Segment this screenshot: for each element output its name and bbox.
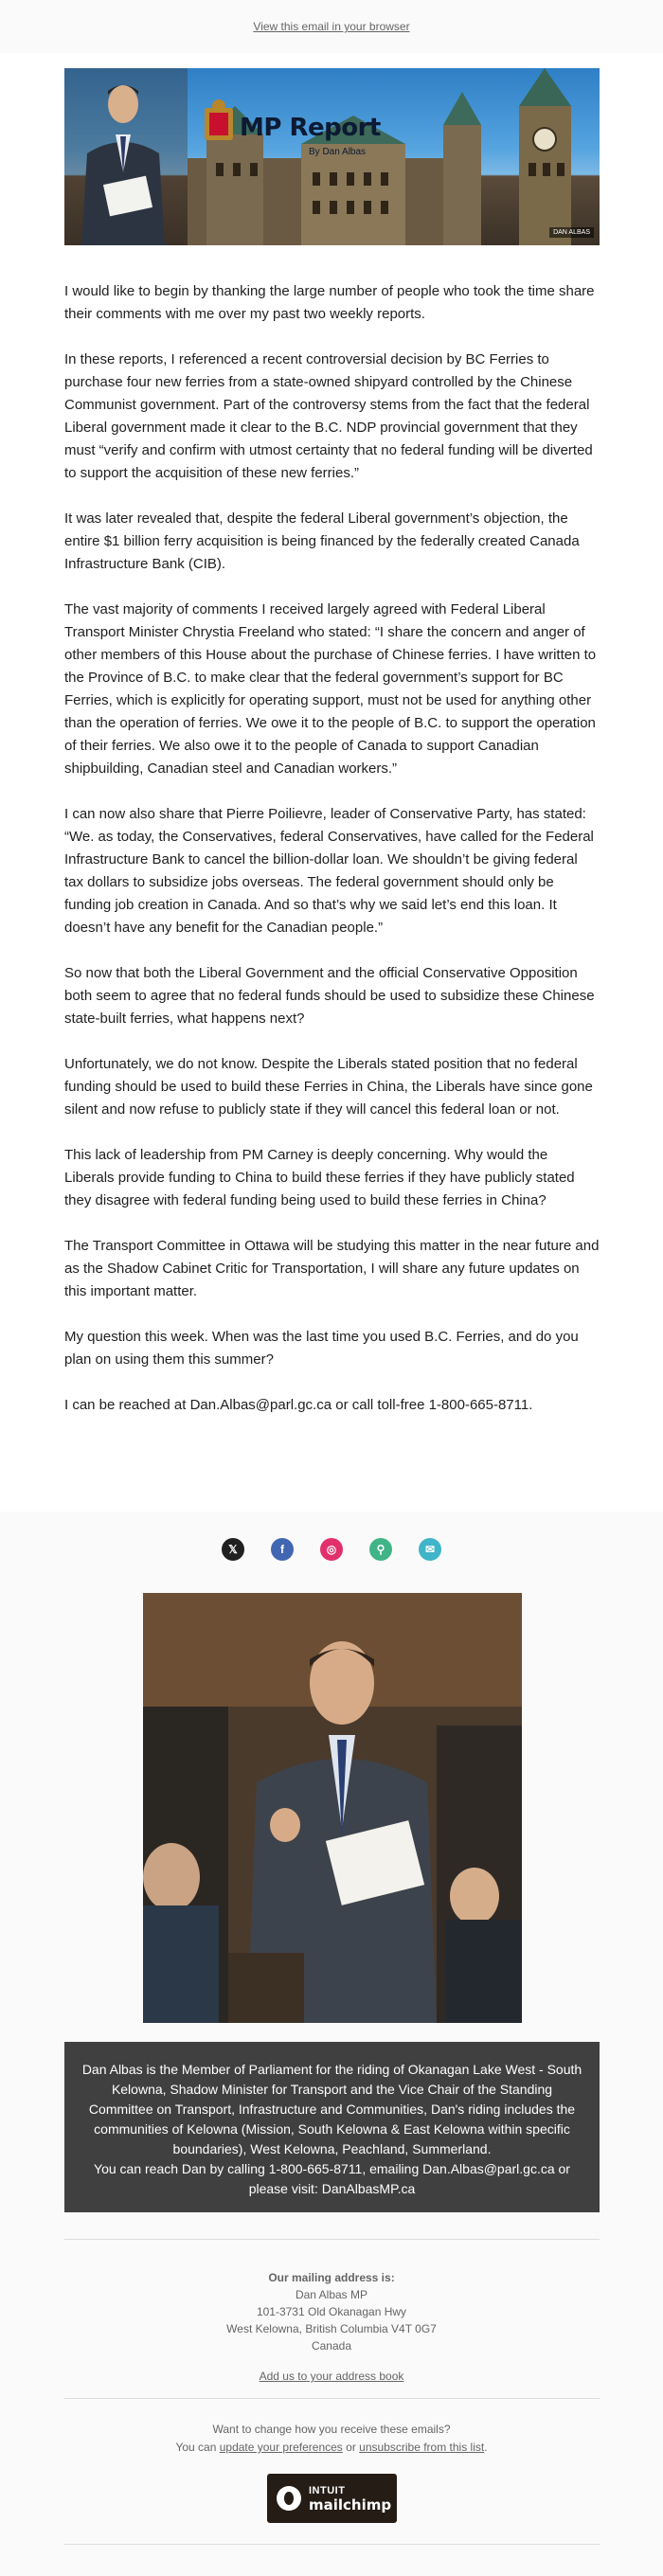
prefs-suffix: . bbox=[484, 2441, 488, 2454]
portrait-illustration bbox=[143, 1593, 522, 2023]
view-in-browser-link[interactable]: View this email in your browser bbox=[253, 20, 410, 33]
paragraph: This lack of leadership from PM Carney is deeply concerning. Why would the Liberals provide funding to China to build these ferries if they have publicly stated they disagree with federal funding being used to build these ferries in China? bbox=[64, 1147, 575, 1208]
badge-line2: mailchimp bbox=[309, 2496, 392, 2513]
portrait-photo bbox=[143, 1593, 522, 2023]
mailchimp-badge[interactable] bbox=[267, 2474, 397, 2523]
prefs-prefix: You can bbox=[175, 2441, 220, 2454]
paragraph: The vast majority of comments I received largely agreed with Federal Liberal Transport Minister Chrystia Freeland who stated: “I share the concern and anger of other members of this House about the purchase of Chinese ferries. I have written to the Province of B.C. to make clear that the federal government’s support for BC Ferries, which is explicitly for operating support, must not be used for anything other than the operation of ferries. We owe it to the people of B.C. to support the operation of their ferries. We also owe it to the people of Canada to support Canadian shipbuilding, Canadian steel and Canadian workers.” bbox=[64, 601, 597, 777]
mailing-address bbox=[0, 2269, 663, 2385]
bio-text: Dan Albas is the Member of Parliament for the riding of Okanagan Lake West - South Kelowna, Shadow Minister for Transport and the Vice Chair of the Standing Committee on Transport, Infrastructure and Communities, Dan's riding includes the communities of Kelowna (Mission, South Kelowna & East Kelowna within specific boundaries), West Kelowna, Peachland, Summerland. bbox=[81, 2062, 582, 2156]
badge-line1: INTUIT bbox=[309, 2485, 346, 2496]
email-footer bbox=[0, 1512, 663, 2576]
paragraph: My question this week. When was the last time you used B.C. Ferries, and do you plan on using them this summer? bbox=[64, 1329, 579, 1368]
instagram-icon[interactable]: ◎ bbox=[320, 1538, 343, 1561]
prefs-line bbox=[0, 2439, 663, 2457]
unsubscribe-link[interactable]: unsubscribe from this list bbox=[359, 2441, 485, 2454]
header-banner bbox=[64, 68, 600, 245]
website-icon[interactable]: ⚲ bbox=[369, 1538, 392, 1561]
social-links bbox=[0, 1538, 663, 1563]
address-city: West Kelowna, British Columbia V4T 0G7 bbox=[226, 2322, 437, 2335]
address-name: Dan Albas MP bbox=[295, 2288, 368, 2301]
prefs-middle: or bbox=[342, 2441, 360, 2454]
paragraph: I can now also share that Pierre Poilievre, leader of Conservative Party, has stated: “We. as today, the Conservatives, federal Conservatives, have called for the Federal Infrastructure Bank to cancel the billion-dollar loan. We shouldn’t be giving federal tax dollars to subsidize jobs overseas. The federal government should only be funding job creation in Canada. And so that’s why we said let’s end this loan. It doesn’t have any benefit for the Canadian people.” bbox=[64, 806, 594, 936]
address-street: 101-3731 Old Okanagan Hwy bbox=[256, 2305, 407, 2318]
x-icon[interactable]: 𝕏 bbox=[222, 1538, 244, 1561]
mailchimp-logo-icon bbox=[277, 2486, 301, 2511]
paragraph: I can be reached at Dan.Albas@parl.gc.ca or call toll-free 1-800-665-8711. bbox=[64, 1397, 533, 1413]
facebook-icon[interactable]: f bbox=[271, 1538, 294, 1561]
email-preferences bbox=[0, 2421, 663, 2457]
divider bbox=[64, 2398, 600, 2399]
email-icon[interactable]: ✉ bbox=[419, 1538, 441, 1561]
banner-byline: By Dan Albas bbox=[309, 147, 367, 157]
preheader bbox=[0, 0, 663, 53]
paragraph: So now that both the Liberal Government and the official Conservative Opposition both seem to agree that no federal funds should be used to subsidize these Chinese state-built ferries, what happens next? bbox=[64, 965, 595, 1027]
address-country: Canada bbox=[311, 2339, 352, 2352]
banner-title: MP Report bbox=[240, 114, 381, 142]
divider bbox=[64, 2544, 600, 2545]
address-heading: Our mailing address is: bbox=[268, 2271, 395, 2284]
paragraph: Unfortunately, we do not know. Despite the Liberals stated position that no federal funding should be used to build these Ferries in China, the Liberals have since gone silent and now refuse to publicly state if they will cancel this federal loan or not. bbox=[64, 1056, 593, 1118]
paragraph: The Transport Committee in Ottawa will be studying this matter in the near future and as the Shadow Cabinet Critic for Transportation, I will share any future updates on this important matter. bbox=[64, 1238, 600, 1299]
update-preferences-link[interactable]: update your preferences bbox=[219, 2441, 343, 2454]
banner-badge: DAN ALBAS bbox=[549, 227, 594, 238]
email-main bbox=[0, 53, 663, 1512]
paragraph: It was later revealed that, despite the federal Liberal government’s objection, the entire $1 billion ferry acquisition is being financed by the federally created Canada Infrastructure Bank (CIB). bbox=[64, 510, 580, 572]
add-to-address-book-link[interactable]: Add us to your address book bbox=[259, 2370, 404, 2383]
bio-box bbox=[64, 2042, 600, 2212]
divider bbox=[64, 2239, 600, 2240]
paragraph: I would like to begin by thanking the large number of people who took the time share their comments with me over my past two weekly reports. bbox=[64, 283, 595, 322]
article-body bbox=[64, 280, 600, 1440]
bio-contact: You can reach Dan by calling 1-800-665-8711, emailing Dan.Albas@parl.gc.ca or please visit: DanAlbasMP.ca bbox=[94, 2161, 570, 2196]
prefs-question: Want to change how you receive these emails? bbox=[212, 2423, 451, 2436]
paragraph: In these reports, I referenced a recent controversial decision by BC Ferries to purchase four new ferries from a state-owned shipyard controlled by the Chinese Communist government. Part of the controversy stems from the fact that the federal Liberal government made it clear to the B.C. NDP provincial government that they must “verify and confirm with utmost certainty that no federal funding will be diverted to support the acquisition of these new ferries.” bbox=[64, 351, 593, 481]
